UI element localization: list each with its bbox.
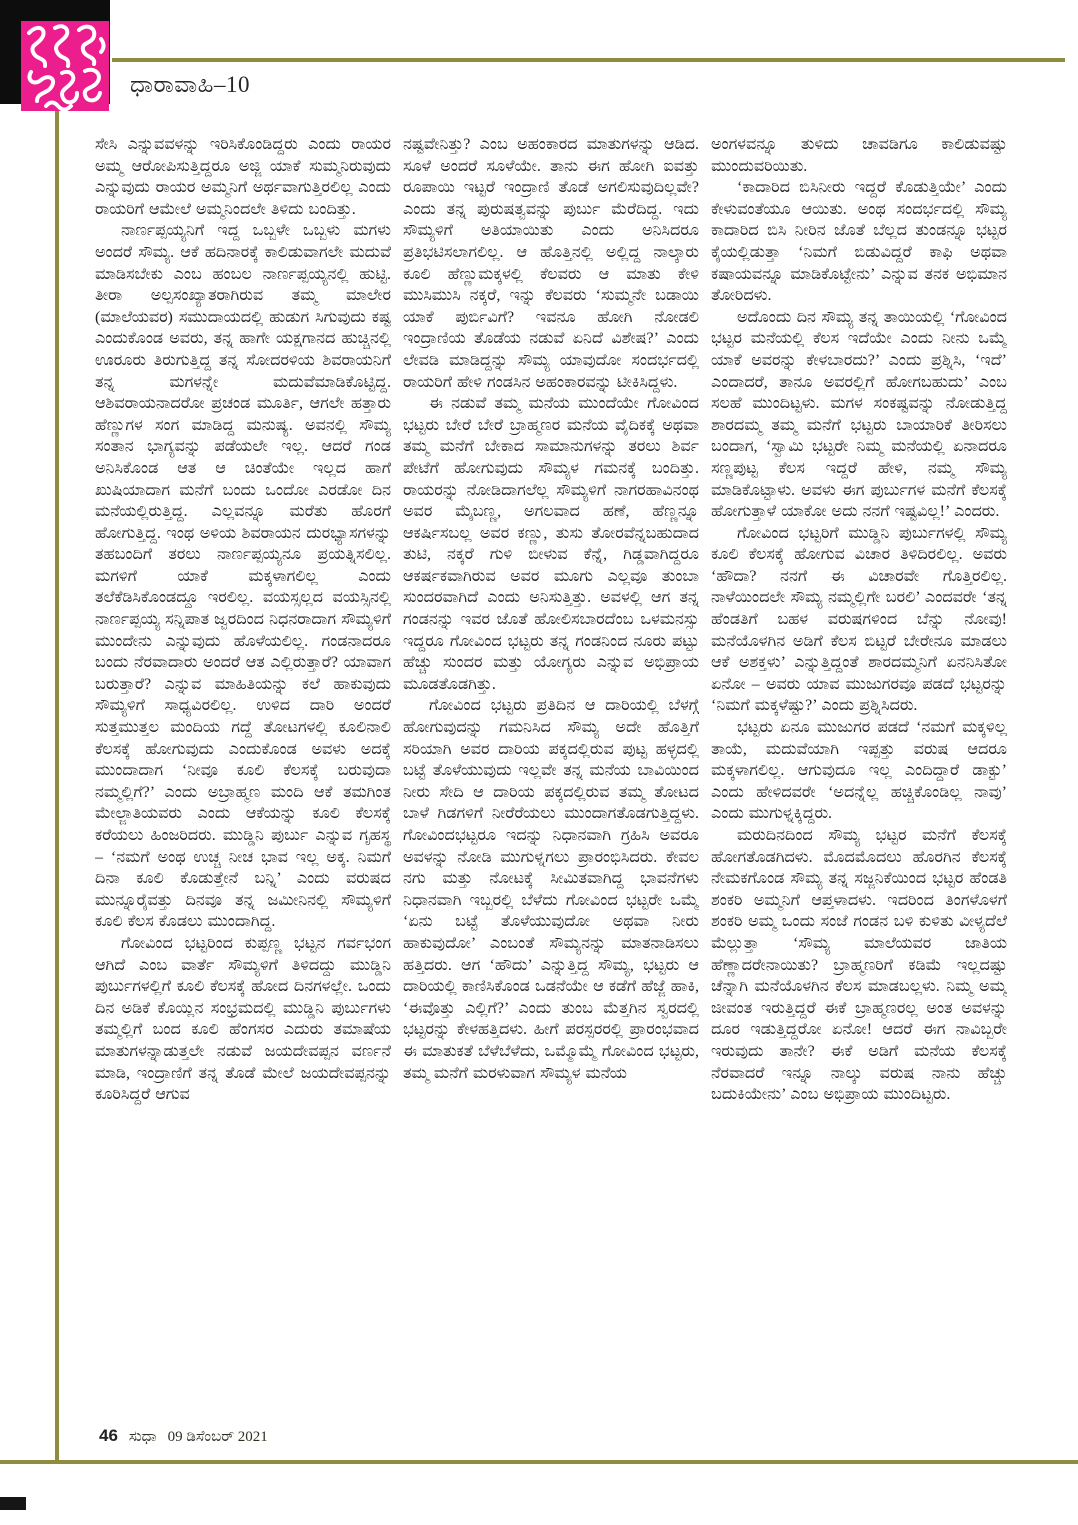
paragraph: ‘ಕಾದಾರಿದ ಬಿಸಿನೀರು ಇದ್ದರೆ ಕೊಡುತ್ತಿಯೇ’ ಎಂದು ಕೇಳುವಂತೆಯೂ ಆಯಿತು. ಅಂಥ ಸಂದರ್ಭದಲ್ಲಿ ಸೌಮ್ಯ ಕಾದಾರಿದ ಬಿಸಿ ನೀರಿನ ಜೊತೆ ಬೆಲ್ಲದ ತುಂಡನ್ನೂ ಭಟ್ಟರ ಕೈಯಲ್ಲಿಡುತ್ತಾ ‘ನಿಮಗೆ ಬಿಡುವಿದ್ದರೆ ಕಾಫಿ ಅಥವಾ ಕಷಾಯವನ್ನೂ ಮಾಡಿಕೊಟ್ಟೇನು’ ಎನ್ನುವ ತನಕ ಅಭಿಮಾನ ತೋರಿದಳು. (711, 179, 1007, 305)
magazine-name: ಸುಧಾ (128, 1429, 157, 1445)
paragraph: ನಾರ್ಣಪ್ಪಯ್ಯನಿಗೆ ಇದ್ದ ಒಬ್ಬಳೇ ಒಬ್ಬಳು ಮಗಳು ಅಂದರೆ ಸೌಮ್ಯ. ಆಕೆ ಹದಿನಾರಕ್ಕೆ ಕಾಲಿಡುವಾಗಲೇ ಮದುವೆ ಮಾಡಿಸಬೇಕು ಎಂಬ ಹಂಬಲ ನಾರ್ಣಪ್ಪಯ್ಯನಲ್ಲಿ ಹುಟ್ಟಿ. ತೀರಾ ಅಲ್ಪಸಂಖ್ಯಾತರಾಗಿರುವ ತಮ್ಮ ಮಾಲೇರ (ಮಾಲೆಯವರ) ಸಮುದಾಯದಲ್ಲಿ ಹುಡುಗ ಸಿಗುವುದು ಕಷ್ಟ ಎಂದುಕೊಂಡ ಅವರು, ತನ್ನ ಹಾಗೇ ಯಕ್ಷಗಾನದ ಹುಚ್ಚಿನಲ್ಲಿ ಊರೂರು ತಿರುಗುತ್ತಿದ್ದ ತನ್ನ ಸೋದರಳಿಯ ಶಿವರಾಯನಿಗೆ ತನ್ನ ಮಗಳನ್ನೇ ಮದುವೆಮಾಡಿಕೊಟ್ಟಿದ್ದ. ಆಶಿವರಾಯನಾದರೋ ಪ್ರಚಂಡ ಮೂರ್ತಿ, ಆಗಲೇ ಹತ್ತಾರು ಹೆಣ್ಣುಗಳ ಸಂಗ ಮಾಡಿದ್ದ ಮನುಷ್ಯ. ಅವನಲ್ಲಿ ಸೌಮ್ಯ ಸಂತಾನ ಭಾಗ್ಯವನ್ನು ಪಡೆಯಲೇ ಇಲ್ಲ. ಆದರೆ ಗಂಡ ಅನಿಸಿಕೊಂಡ ಆತ ಆ ಚಿಂತೆಯೇ ಇಲ್ಲದ ಹಾಗೆ ಖುಷಿಯಾದಾಗ ಮನೆಗೆ ಬಂದು ಒಂದೋ ಎರಡೋ ದಿನ ಮನೆಯಲ್ಲಿರುತ್ತಿದ್ದ. ಎಲ್ಲವನ್ನೂ ಮರೆತು ಹೊರಗೆ ಹೋಗುತ್ತಿದ್ದ. ಇಂಥ ಅಳಿಯ ಶಿವರಾಯನ ದುರಭ್ಯಾಸಗಳನ್ನು ತಹಬಂದಿಗೆ ತರಲು ನಾರ್ಣಪ್ಪಯ್ಯನೂ ಪ್ರಯತ್ನಿಸಲಿಲ್ಲ. ಮಗಳಿಗೆ ಯಾಕೆ ಮಕ್ಕಳಾಗಲಿಲ್ಲ ಎಂದು ತಲೆಕೆಡಿಸಿಕೊಂಡದ್ದೂ ಇರಲಿಲ್ಲ. ವಯಸ್ಸಲ್ಲದ ವಯಸ್ಸಿನಲ್ಲಿ ನಾರ್ಣಪ್ಪಯ್ಯ ಸನ್ನಿಪಾತ ಜ್ವರದಿಂದ ನಿಧನರಾದಾಗ ಸೌಮ್ಯಳಿಗೆ ಮುಂದೇನು ಎನ್ನುವುದು ಹೊಳೆಯಲಿಲ್ಲ. ಗಂಡನಾದರೂ ಬಂದು ನೆರವಾದಾರು ಅಂದರೆ ಆತ ಎಲ್ಲಿರುತ್ತಾರೆ? ಯಾವಾಗ ಬರುತ್ತಾರೆ? ಎನ್ನುವ ಮಾಹಿತಿಯನ್ನು ಕಲೆ ಹಾಕುವುದು ಸೌಮ್ಯಳಿಗೆ ಸಾಧ್ಯವಿರಲಿಲ್ಲ. ಉಳಿದ ದಾರಿ ಅಂದರೆ ಸುತ್ತಮುತ್ತಲ ಮಂದಿಯ ಗದ್ದೆ ತೋಟಗಳಲ್ಲಿ ಕೂಲಿನಾಲಿ ಕೆಲಸಕ್ಕೆ ಹೋಗುವುದು ಎಂದುಕೊಂಡ ಅವಳು ಅದಕ್ಕೆ ಮುಂದಾದಾಗ ‘ನೀವೂ ಕೂಲಿ ಕೆಲಸಕ್ಕೆ ಬರುವುದಾ ನಮ್ಮಲ್ಲಿಗೆ?’ ಎಂದು ಅಬ್ರಾಹ್ಮಣ ಮಂದಿ ಆಕೆ ತಮಗಿಂತ ಮೇಲ್ಜಾತಿಯವರು ಎಂದು ಆಕೆಯನ್ನು ಕೂಲಿ ಕೆಲಸಕ್ಕೆ ಕರೆಯಲು ಹಿಂಜರಿದರು. ಮುಡ್ಡಿನಿ ಪುರ್ಬು ಎನ್ನುವ ಗೃಹಸ್ಥ – ‘ನಮಗೆ ಅಂಥ ಉಚ್ಚ ನೀಚ ಭಾವ ಇಲ್ಲ ಅಕ್ಕ. ನಿಮಗೆ ದಿನಾ ಕೂಲಿ ಕೊಡುತ್ತೇನೆ ಬನ್ನಿ’ ಎಂದು ವರುಷದ ಮುನ್ನೂರೈವತ್ತು ದಿನವೂ ತನ್ನ ಜಮೀನಿನಲ್ಲಿ ಸೌಮ್ಯಳಿಗೆ ಕೂಲಿ ಕೆಲಸ ಕೊಡಲು ಮುಂದಾಗಿದ್ದ. (95, 222, 391, 931)
magazine-logo (21, 21, 109, 111)
paragraph: ಗೋವಿಂದ ಭಟ್ಟರಿಗೆ ಮುಡ್ಡಿನಿ ಪುರ್ಬುಗಳಲ್ಲಿ ಸೌಮ್ಯ ಕೂಲಿ ಕೆಲಸಕ್ಕೆ ಹೋಗುವ ವಿಚಾರ ತಿಳಿದಿರಲಿಲ್ಲ. ಅವರು ‘ಹೌದಾ? ನನಗೆ ಈ ವಿಚಾರವೇ ಗೊತ್ತಿರಲಿಲ್ಲ. ನಾಳೆಯಿಂದಲೇ ಸೌಮ್ಯ ನಮ್ಮಲ್ಲಿಗೇ ಬರಲಿ’ ಎಂದವರೇ ‘ತನ್ನ ಹೆಂಡತಿಗೆ ಬಹಳ ವರುಷಗಳಿಂದ ಬೆನ್ನು ನೋವು! ಮನೆಯೊಳಗಿನ ಅಡಿಗೆ ಕೆಲಸ ಬಿಟ್ಟರೆ ಬೇರೇನೂ ಮಾಡಲು ಆಕೆ ಅಶಕ್ತಳು’ ಎನ್ನುತ್ತಿದ್ದಂತೆ ಶಾರದಮ್ಮನಿಗೆ ಏನನಿಸಿತೋ ಏನೋ – ಅವರು ಯಾವ ಮುಜುಗರವೂ ಪಡದೆ ಭಟ್ಟರನ್ನು ‘ನಿಮಗೆ ಮಕ್ಕಳೆಷ್ಟು?’ ಎಂದು ಪ್ರಶ್ನಿಸಿದರು. (711, 524, 1007, 715)
paragraph: ಈ ನಡುವೆ ತಮ್ಮ ಮನೆಯ ಮುಂದೆಯೇ ಗೋವಿಂದ ಭಟ್ಟರು ಬೇರೆ ಬೇರೆ ಬ್ರಾಹ್ಮಣರ ಮನೆಯ ವೈದಿಕಕ್ಕೆ ಅಥವಾ ತಮ್ಮ ಮನೆಗೆ ಬೇಕಾದ ಸಾಮಾನುಗಳನ್ನು ತರಲು ಶಿರ್ವ ಪೇಟೆಗೆ ಹೋಗುವುದು ಸೌಮ್ಯಳ ಗಮನಕ್ಕೆ ಬಂದಿತ್ತು. ರಾಯರನ್ನು ನೋಡಿದಾಗಲೆಲ್ಲ ಸೌಮ್ಯಳಿಗೆ ನಾಗರಹಾವಿನಂಥ ಅವರ ಮೈಬಣ್ಣ, ಅಗಲವಾದ ಹಣೆ, ಹೆಣ್ಣನ್ನೂ ಆಕರ್ಷಿಸಬಲ್ಲ ಅವರ ಕಣ್ಣು, ತುಸು ತೋರವೆನ್ನಬಹುದಾದ ತುಟಿ, ನಕ್ಕರೆ ಗುಳಿ ಬೀಳುವ ಕೆನ್ನೆ, ಗಿಡ್ಡವಾಗಿದ್ದರೂ ಆಕರ್ಷಕವಾಗಿರುವ ಅವರ ಮೂಗು ಎಲ್ಲವೂ ತುಂಬಾ ಸುಂದರವಾಗಿದೆ ಎಂದು ಅನಿಸುತ್ತಿತ್ತು. ಅವಳಲ್ಲಿ ಆಗ ತನ್ನ ಗಂಡನನ್ನು ಇವರ ಜೊತೆ ಹೋಲಿಸಬಾರದೆಂಬ ಒಳಮನಸ್ಸು ಇದ್ದರೂ ಗೋವಿಂದ ಭಟ್ಟರು ತನ್ನ ಗಂಡನಿಂದ ನೂರು ಪಟ್ಟು ಹೆಚ್ಚು ಸುಂದರ ಮತ್ತು ಯೋಗ್ಯರು ಎನ್ನುವ ಅಭಿಪ್ರಾಯ ಮೂಡತೊಡಗಿತ್ತು. (403, 395, 699, 693)
text-column-2 (403, 134, 699, 1422)
paragraph: ಗೋವಿಂದ ಭಟ್ಟರಿಂದ ಕುಪ್ಪಣ್ಣ ಭಟ್ಟನ ಗರ್ವಭಂಗ ಆಗಿದೆ ಎಂಬ ವಾರ್ತೆ ಸೌಮ್ಯಳಿಗೆ ತಿಳಿದದ್ದು ಮುಡ್ಡಿನಿ ಪುರ್ಬುಗಳಲ್ಲಿಗೆ ಕೂಲಿ ಕೆಲಸಕ್ಕೆ ಹೋದ ದಿನಗಳಲ್ಲೇ. ಒಂದು ದಿನ ಅಡಿಕೆ ಕೊಯ್ಲಿನ ಸಂಭ್ರಮದಲ್ಲಿ ಮುಡ್ಡಿನಿ ಪುರ್ಬುಗಳು ತಮ್ಮಲ್ಲಿಗೆ ಬಂದ ಕೂಲಿ ಹೆಂಗಸರ ಎದುರು ತಮಾಷೆಯ ಮಾತುಗಳನ್ನಾಡುತ್ತಲೇ ನಡುವೆ ಜಯದೇವಪ್ಪನ ವರ್ಣನೆ ಮಾಡಿ, ಇಂದ್ರಾಣಿಗೆ ತನ್ನ ತೊಡೆ ಮೇಲೆ ಜಯದೇವಪ್ಪನನ್ನು ಕೂರಿಸಿದ್ದರೆ ಆಗುವ (95, 934, 391, 1104)
paragraph: ಸೇಸಿ ಎನ್ನುವವಳನ್ನು ಇರಿಸಿಕೊಂಡಿದ್ದರು ಎಂದು ರಾಯರ ಅಮ್ಮ ಆರೋಪಿಸುತ್ತಿದ್ದರೂ ಅಜ್ಜಿ ಯಾಕೆ ಸುಮ್ಮನಿರುವುದು ಎನ್ನುವುದು ರಾಯರ ಅಮ್ಮನಿಗೆ ಅರ್ಥವಾಗುತ್ತಿರಲಿಲ್ಲ ಎಂದು ರಾಯರಿಗೆ ಆಮೇಲೆ ಅಮ್ಮನಿಂದಲೇ ತಿಳಿದು ಬಂದಿತ್ತು. (95, 136, 391, 218)
print-registration-mark (0, 1497, 26, 1510)
squiggle-pattern-icon (21, 21, 109, 111)
paragraph: ಭಟ್ಟರು ಏನೂ ಮುಜುಗರ ಪಡದೆ ‘ನಮಗೆ ಮಕ್ಕಳಿಲ್ಲ ತಾಯೆ, ಮದುವೆಯಾಗಿ ಇಪ್ಪತ್ತು ವರುಷ ಆದರೂ ಮಕ್ಕಳಾಗಲಿಲ್ಲ. ಆಗುವುದೂ ಇಲ್ಲ ಎಂದಿದ್ದಾರೆ ಡಾಕ್ಟು’ ಎಂದು ಹೇಳಿದವರೇ ‘ಅದನ್ನೆಲ್ಲ ಹಚ್ಚಿಕೊಂಡಿಲ್ಲ ನಾವು’ ಎಂದು ಮುಗುಳ್ನಕ್ಕಿದ್ದರು. (711, 719, 1007, 823)
header-rule (112, 58, 1065, 62)
paragraph: ಅದೊಂದು ದಿನ ಸೌಮ್ಯ ತನ್ನ ತಾಯಿಯಲ್ಲಿ ‘ಗೋವಿಂದ ಭಟ್ಟರ ಮನೆಯಲ್ಲಿ ಕೆಲಸ ಇದೆಯೇ ಎಂದು ನೀನು ಒಮ್ಮೆ ಯಾಕೆ ಅವರನ್ನು ಕೇಳಬಾರದು?’ ಎಂದು ಪ್ರಶ್ನಿಸಿ, ‘ಇದೆ’ ಎಂದಾದರೆ, ತಾನೂ ಅವರಲ್ಲಿಗೆ ಹೋಗಬಹುದು’ ಎಂಬ ಸಲಹೆ ಮುಂದಿಟ್ಟಳು. ಮಗಳ ಸಂಕಷ್ಟವನ್ನು ನೋಡುತ್ತಿದ್ದ ಶಾರದಮ್ಮ ತಮ್ಮ ಮನೆಗೆ ಭಟ್ಟರು ಬಾಯಾರಿಕೆ ತೀರಿಸಲು ಬಂದಾಗ, ‘ಸ್ವಾಮಿ ಭಟ್ಟರೇ ನಿಮ್ಮ ಮನೆಯಲ್ಲಿ ಏನಾದರೂ ಸಣ್ಣಪುಟ್ಟ ಕೆಲಸ ಇದ್ದರೆ ಹೇಳಿ, ನಮ್ಮ ಸೌಮ್ಯ ಮಾಡಿಕೊಟ್ಟಾಳು. ಅವಳು ಈಗ ಪುರ್ಬುಗಳ ಮನೆಗೆ ಕೆಲಸಕ್ಕೆ ಹೋಗುತ್ತಾಳೆ ಯಾಕೋ ಅದು ನನಗೆ ಇಷ್ಟವಿಲ್ಲ!’ ಎಂದರು. (711, 308, 1007, 521)
text-column-1 (95, 134, 391, 1422)
page-footer (99, 1426, 268, 1446)
paragraph: ನಷ್ಟವೇನಿತ್ತು? ಎಂಬ ಅಹಂಕಾರದ ಮಾತುಗಳನ್ನು ಆಡಿದ. ಸೂಳೆ ಅಂದರೆ ಸೂಳೆಯೇ. ತಾನು ಈಗ ಹೋಗಿ ಐವತ್ತು ರೂಪಾಯಿ ಇಟ್ಟರೆ ಇಂದ್ರಾಣಿ ತೊಡೆ ಅಗಲಿಸುವುದಿಲ್ಲವೇ? ಎಂದು ತನ್ನ ಪುರುಷತ್ವವನ್ನು ಪುರ್ಬು ಮೆರೆದಿದ್ದ. ಇದು ಸೌಮ್ಯಳಿಗೆ ಅತಿಯಾಯಿತು ಎಂದು ಅನಿಸಿದರೂ ಪ್ರತಿಭಟಿಸಲಾಗಲಿಲ್ಲ. ಆ ಹೊತ್ತಿನಲ್ಲಿ ಅಲ್ಲಿದ್ದ ನಾಲ್ಕಾರು ಕೂಲಿ ಹೆಣ್ಣುಮಕ್ಕಳಲ್ಲಿ ಕೆಲವರು ಆ ಮಾತು ಕೇಳಿ ಮುಸಿಮುಸಿ ನಕ್ಕರೆ, ಇನ್ನು ಕೆಲವರು ‘ಸುಮ್ಮನೇ ಬಡಾಯಿ ಯಾಕೆ ಪುರ್ಬಿವಿಗೆ? ಇವನೂ ಹೋಗಿ ನೋಡಲಿ ಇಂದ್ರಾಣಿಯ ತೊಡೆಯ ನಡುವೆ ಏನಿದೆ ವಿಶೇಷ?’ ಎಂದು ಲೇವಡಿ ಮಾಡಿದ್ದನ್ನು ಸೌಮ್ಯ ಯಾವುದೋ ಸಂದರ್ಭದಲ್ಲಿ ರಾಯರಿಗೆ ಹೇಳಿ ಗಂಡಸಿನ ಅಹಂಕಾರವನ್ನು ಟೀಕಿಸಿದ್ದಳು. (403, 136, 699, 391)
paragraph: ಮರುದಿನದಿಂದ ಸೌಮ್ಯ ಭಟ್ಟರ ಮನೆಗೆ ಕೆಲಸಕ್ಕೆ ಹೋಗತೊಡಗಿದಳು. ಮೊದಮೊದಲು ಹೊರಗಿನ ಕೆಲಸಕ್ಕೆ ನೇಮಕಗೊಂಡ ಸೌಮ್ಯ ತನ್ನ ಸಜ್ಜನಿಕೆಯಿಂದ ಭಟ್ಟರ ಹೆಂಡತಿ ಶಂಕರಿ ಅಮ್ಮನಿಗೆ ಆಪ್ತಳಾದಳು. ಇದರಿಂದ ತಿಂಗಳೊಳಗೆ ಶಂಕರಿ ಅಮ್ಮ ಒಂದು ಸಂಜೆ ಗಂಡನ ಬಳಿ ಕುಳಿತು ವೀಳ್ಯದೆಲೆ ಮೆಲ್ಲುತ್ತಾ ‘ಸೌಮ್ಯ ಮಾಲೆಯವರ ಜಾತಿಯ ಹೆಣ್ಣಾದರೇನಾಯಿತು? ಬ್ರಾಹ್ಮಣರಿಗೆ ಕಡಿಮೆ ಇಲ್ಲದಷ್ಟು ಚೆನ್ನಾಗಿ ಮನೆಯೊಳಗಿನ ಕೆಲಸ ಮಾಡಬಲ್ಲಳು. ನಿಮ್ಮ ಅಮ್ಮ ಜೀವಂತ ಇರುತ್ತಿದ್ದರೆ ಈಕೆ ಬ್ರಾಹ್ಮಣರಲ್ಲ ಅಂತ ಅವಳನ್ನು ದೂರ ಇಡುತ್ತಿದ್ದರೋ ಏನೋ! ಆದರೆ ಈಗ ನಾವಿಬ್ಬರೇ ಇರುವುದು ತಾನೇ? ಈಕೆ ಅಡಿಗೆ ಮನೆಯ ಕೆಲಸಕ್ಕೆ ನೆರವಾದರೆ ಇನ್ನೂ ನಾಲ್ಕು ವರುಷ ನಾನು ಹೆಚ್ಚು ಬದುಕಿಯೇನು’ ಎಂಬ ಅಭಿಪ್ರಾಯ ಮುಂದಿಟ್ಟರು. (711, 827, 1007, 1104)
article-body (95, 134, 1007, 1422)
paragraph: ಗೋವಿಂದ ಭಟ್ಟರು ಪ್ರತಿದಿನ ಆ ದಾರಿಯಲ್ಲಿ ಬೆಳಗ್ಗೆ ಹೋಗುವುದನ್ನು ಗಮನಿಸಿದ ಸೌಮ್ಯ ಅದೇ ಹೊತ್ತಿಗೆ ಸರಿಯಾಗಿ ಅವರ ದಾರಿಯ ಪಕ್ಕದಲ್ಲಿರುವ ಪುಟ್ಟ ಹಳ್ಳದಲ್ಲಿ ಬಟ್ಟೆ ತೊಳೆಯುವುದು ಇಲ್ಲವೇ ತನ್ನ ಮನೆಯ ಬಾವಿಯಿಂದ ನೀರು ಸೇದಿ ಆ ದಾರಿಯ ಪಕ್ಕದಲ್ಲಿರುವ ತಮ್ಮ ತೋಟದ ಬಾಳೆ ಗಿಡಗಳಿಗೆ ನೀರೆರೆಯಲು ಮುಂದಾಗತೊಡಗುತ್ತಿದ್ದಳು. ಗೋವಿಂದಭಟ್ಟರೂ ಇದನ್ನು ನಿಧಾನವಾಗಿ ಗ್ರಹಿಸಿ ಅವರೂ ಅವಳನ್ನು ನೋಡಿ ಮುಗುಳ್ನಗಲು ಪ್ರಾರಂಭಿಸಿದರು. ಕೇವಲ ನಗು ಮತ್ತು ನೋಟಕ್ಕೆ ಸೀಮಿತವಾಗಿದ್ದ ಭಾವನೆಗಳು ನಿಧಾನವಾಗಿ ಇಬ್ಬರಲ್ಲಿ ಬೆಳೆದು ಗೋವಿಂದ ಭಟ್ಟರೇ ಒಮ್ಮೆ ‘ಏನು ಬಟ್ಟೆ ತೊಳೆಯುವುದೋ ಅಥವಾ ನೀರು ಹಾಕುವುದೋ’ ಎಂಬಂತೆ ಸೌಮ್ಯನನ್ನು ಮಾತನಾಡಿಸಲು ಹತ್ತಿದರು. ಆಗ ‘ಹೌದು’ ಎನ್ನುತ್ತಿದ್ದ ಸೌಮ್ಯ, ಭಟ್ಟರು ಆ ದಾರಿಯಲ್ಲಿ ಕಾಣಿಸಿಕೊಂಡ ಒಡನೆಯೇ ಆ ಕಡೆಗೆ ಹೆಜ್ಜೆ ಹಾಕಿ, ‘ಈವೊತ್ತು ಎಲ್ಲಿಗೆ?’ ಎಂದು ತುಂಬ ಮೆತ್ತಗಿನ ಸ್ವರದಲ್ಲಿ ಭಟ್ಟರನ್ನು ಕೇಳಹತ್ತಿದಳು. ಹೀಗೆ ಪರಸ್ಪರರಲ್ಲಿ ಪ್ರಾರಂಭವಾದ ಈ ಮಾತುಕತೆ ಬೆಳೆಬೆಳೆದು, ಒಮ್ಮೊಮ್ಮೆ ಗೋವಿಂದ ಭಟ್ಟರು, ತಮ್ಮ ಮನೆಗೆ ಮರಳುವಾಗ ಸೌಮ್ಯಳ ಮನೆಯ (403, 697, 699, 1082)
footer-rule (0, 1460, 1078, 1464)
page-number: 46 (99, 1426, 118, 1445)
left-margin-rule (55, 111, 59, 1462)
paragraph: ಅಂಗಳವನ್ನೂ ತುಳಿದು ಚಾವಡಿಗೂ ಕಾಲಿಡುವಷ್ಟು ಮುಂದುವರಿಯಿತು. (711, 136, 1007, 175)
text-column-3 (711, 134, 1007, 1422)
serial-title: ಧಾರಾವಾಹಿ–10 (130, 72, 250, 97)
issue-date: 09 ಡಿಸೆಂಬರ್ 2021 (167, 1429, 268, 1445)
